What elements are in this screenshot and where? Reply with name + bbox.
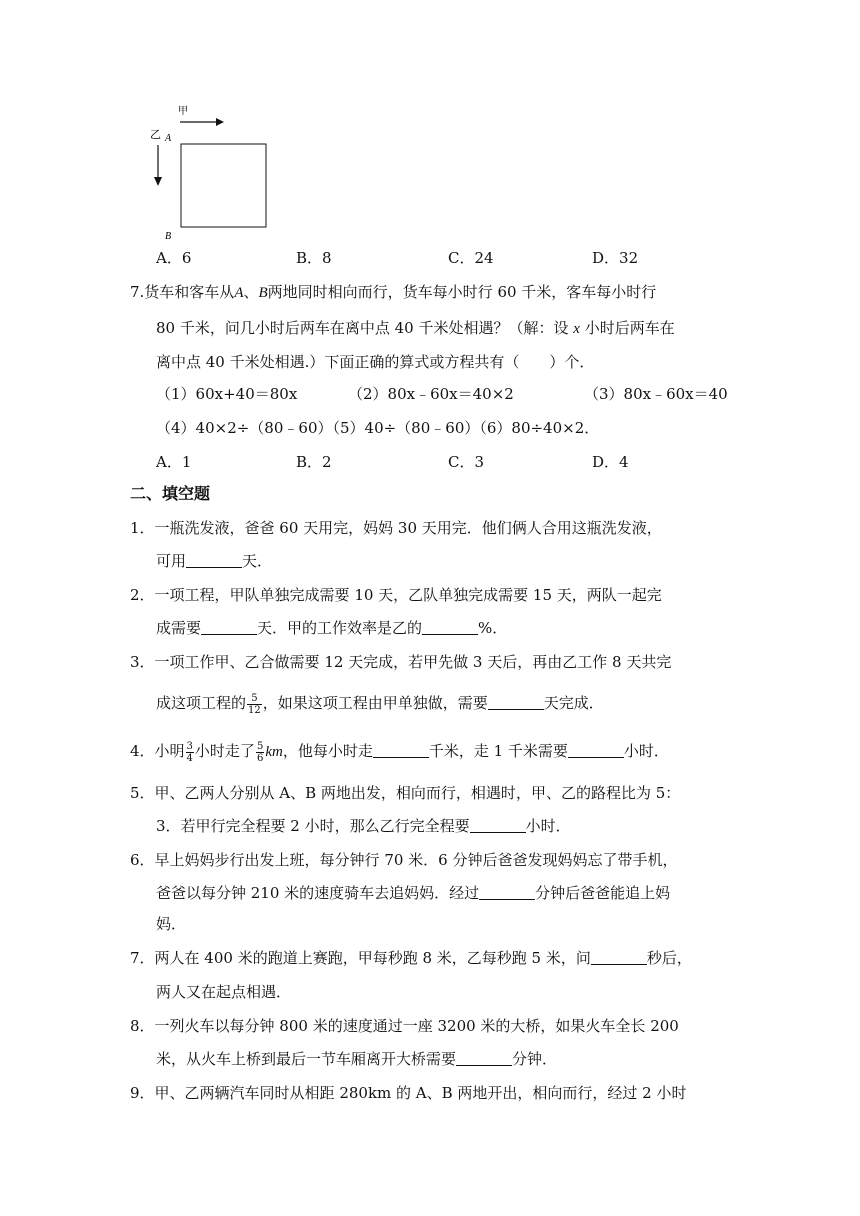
q3-text: 天完成． xyxy=(543,694,604,712)
fill-q1-line1: 1．一瓶洗发液，爸爸 60 天用完，妈妈 30 天用完．他们俩人合用这瓶洗发液， xyxy=(130,519,662,537)
q4-text: 小时走了 xyxy=(194,742,255,760)
q7-text: 7．两人在 400 米的跑道上赛跑，甲每秒跑 8 米，乙每秒跑 5 米，问 xyxy=(130,949,591,967)
fill-q4 xyxy=(130,738,669,765)
q2-text: %． xyxy=(478,619,508,637)
q7-text: 7.货车和客车从 xyxy=(130,283,235,301)
answer-blank[interactable] xyxy=(456,1051,512,1066)
figure-label-a: A xyxy=(165,133,172,144)
numerator: 3 xyxy=(186,740,193,752)
q4-text: 小时． xyxy=(623,742,669,760)
figure-label-b: B xyxy=(165,231,172,242)
q8-text: 分钟． xyxy=(512,1050,558,1068)
fill-q6-line1: 6．早上妈妈步行出发上班，每分钟行 70 米．6 分钟后爸爸发现妈妈忘了带手机， xyxy=(130,851,678,869)
fraction xyxy=(247,693,262,716)
q7-line3: 离中点 40 千米处相遇.）下面正确的算式或方程共有（ ）个． xyxy=(156,353,595,371)
answer-blank[interactable] xyxy=(422,620,478,635)
denominator: 4 xyxy=(186,752,193,764)
q7-line1 xyxy=(130,282,656,303)
q7-text: 小时后两车在 xyxy=(584,319,675,337)
q7-eq2: （2）80x﹣60x＝40×2 xyxy=(348,385,514,403)
fill-q3-line2 xyxy=(156,690,604,716)
q7-text: 秒后， xyxy=(646,949,692,967)
q6-option-b[interactable]: B．8 xyxy=(296,249,332,267)
fill-q6-line2 xyxy=(156,883,670,903)
q6-option-c[interactable]: C．24 xyxy=(448,249,494,267)
fill-q8-line2 xyxy=(156,1049,557,1069)
answer-blank[interactable] xyxy=(488,695,544,710)
arrow-jia-head xyxy=(216,118,224,126)
q5-text: 小时． xyxy=(525,817,571,835)
answer-blank[interactable] xyxy=(470,818,526,833)
q7-sep: 、 xyxy=(243,283,259,301)
q7-option-b[interactable]: B．2 xyxy=(296,453,332,471)
arrow-yi-head xyxy=(154,177,162,186)
q7-option-a[interactable]: A．1 xyxy=(156,453,192,471)
fill-q9-line1: 9．甲、乙两辆汽车同时从相距 280km 的 A、B 两地开出，相向而行，经过 2 小时 xyxy=(130,1084,687,1102)
answer-blank[interactable] xyxy=(201,620,257,635)
q3-text: ，如果这项工程由甲单独做，需要 xyxy=(262,694,488,712)
answer-blank[interactable] xyxy=(373,743,429,758)
q7-point-b: B xyxy=(258,285,268,301)
q4-text: 千米，走 1 千米需要 xyxy=(428,742,568,760)
answer-blank[interactable] xyxy=(479,885,535,900)
q7-eq1: （1）60x+40＝80x xyxy=(156,385,298,403)
fraction xyxy=(186,741,194,764)
fill-q7-line1 xyxy=(130,948,692,968)
square xyxy=(181,144,266,227)
fill-q5-line2 xyxy=(156,816,571,836)
fraction xyxy=(256,741,264,764)
q4-text: 4．小明 xyxy=(130,742,185,760)
q1-text: 可用 xyxy=(156,552,187,570)
figure-label-yi: 乙 xyxy=(150,129,161,141)
q7-eq3: （3）80x﹣60x＝40 xyxy=(584,385,728,403)
denominator: 12 xyxy=(248,704,261,716)
q7-text: 两地同时相向而行，货车每小时行 60 千米，客车每小时行 xyxy=(267,283,657,301)
q5-text: 3．若甲行完全程要 2 小时，那么乙行完全程要 xyxy=(156,817,470,835)
q7-line2 xyxy=(156,318,675,339)
q8-text: 米，从火车上桥到最后一节车厢离开大桥需要 xyxy=(156,1050,457,1068)
numerator: 5 xyxy=(256,740,264,752)
q4-text: ，他每小时走 xyxy=(282,742,373,760)
q2-text: 成需要 xyxy=(156,619,202,637)
answer-blank[interactable] xyxy=(591,950,647,965)
fill-q6-line3: 妈． xyxy=(156,915,187,933)
denominator: 6 xyxy=(256,752,264,764)
fill-q8-line1: 8．一列火车以每分钟 800 米的速度通过一座 3200 米的大桥，如果火车全长 200 xyxy=(130,1017,679,1035)
fill-q1-line2 xyxy=(156,551,272,571)
answer-blank[interactable] xyxy=(186,553,242,568)
unit-km: km xyxy=(265,744,283,760)
section-title: 二、填空题 xyxy=(130,484,211,503)
q7-text: 80 千米，问几小时后两车在离中点 40 千米处相遇？（解：设 xyxy=(156,319,569,337)
q7-eq4: （4）40×2÷（80﹣60）（5）40÷（80﹣60）（6）80÷40×2． xyxy=(156,419,600,437)
fill-q2-line2 xyxy=(156,618,507,638)
figure-label-jia: 甲 xyxy=(178,106,188,117)
numerator: 5 xyxy=(247,693,262,705)
q7-var-x: x xyxy=(573,321,580,337)
q1-text: 天． xyxy=(242,552,273,570)
fill-q7-line2: 两人又在起点相遇． xyxy=(156,983,292,1001)
fill-q2-line1: 2．一项工程，甲队单独完成需要 10 天，乙队单独完成需要 15 天，两队一起完 xyxy=(130,586,662,604)
q6-text: 爸爸以每分钟 210 米的速度骑车去追妈妈．经过 xyxy=(156,884,480,902)
square-figure xyxy=(140,100,280,245)
fill-q3-line1: 3．一项工作甲、乙合做需要 12 天完成，若甲先做 3 天后，再由乙工作 8 天共完 xyxy=(130,653,672,671)
q6-option-d[interactable]: D．32 xyxy=(592,249,639,267)
q7-option-c[interactable]: C．3 xyxy=(448,453,485,471)
q2-text: 天．甲的工作效率是乙的 xyxy=(257,619,423,637)
answer-blank[interactable] xyxy=(568,743,624,758)
q3-text: 成这项工程的 xyxy=(156,694,247,712)
q7-option-d[interactable]: D．4 xyxy=(592,453,629,471)
q6-option-a[interactable]: A．6 xyxy=(156,249,192,267)
q7-point-a: A xyxy=(234,285,244,301)
fill-q5-line1: 5．甲、乙两人分别从 A、B 两地出发，相向而行，相遇时，甲、乙的路程比为 5： xyxy=(130,784,681,802)
q6-text: 分钟后爸爸能追上妈 xyxy=(535,884,671,902)
